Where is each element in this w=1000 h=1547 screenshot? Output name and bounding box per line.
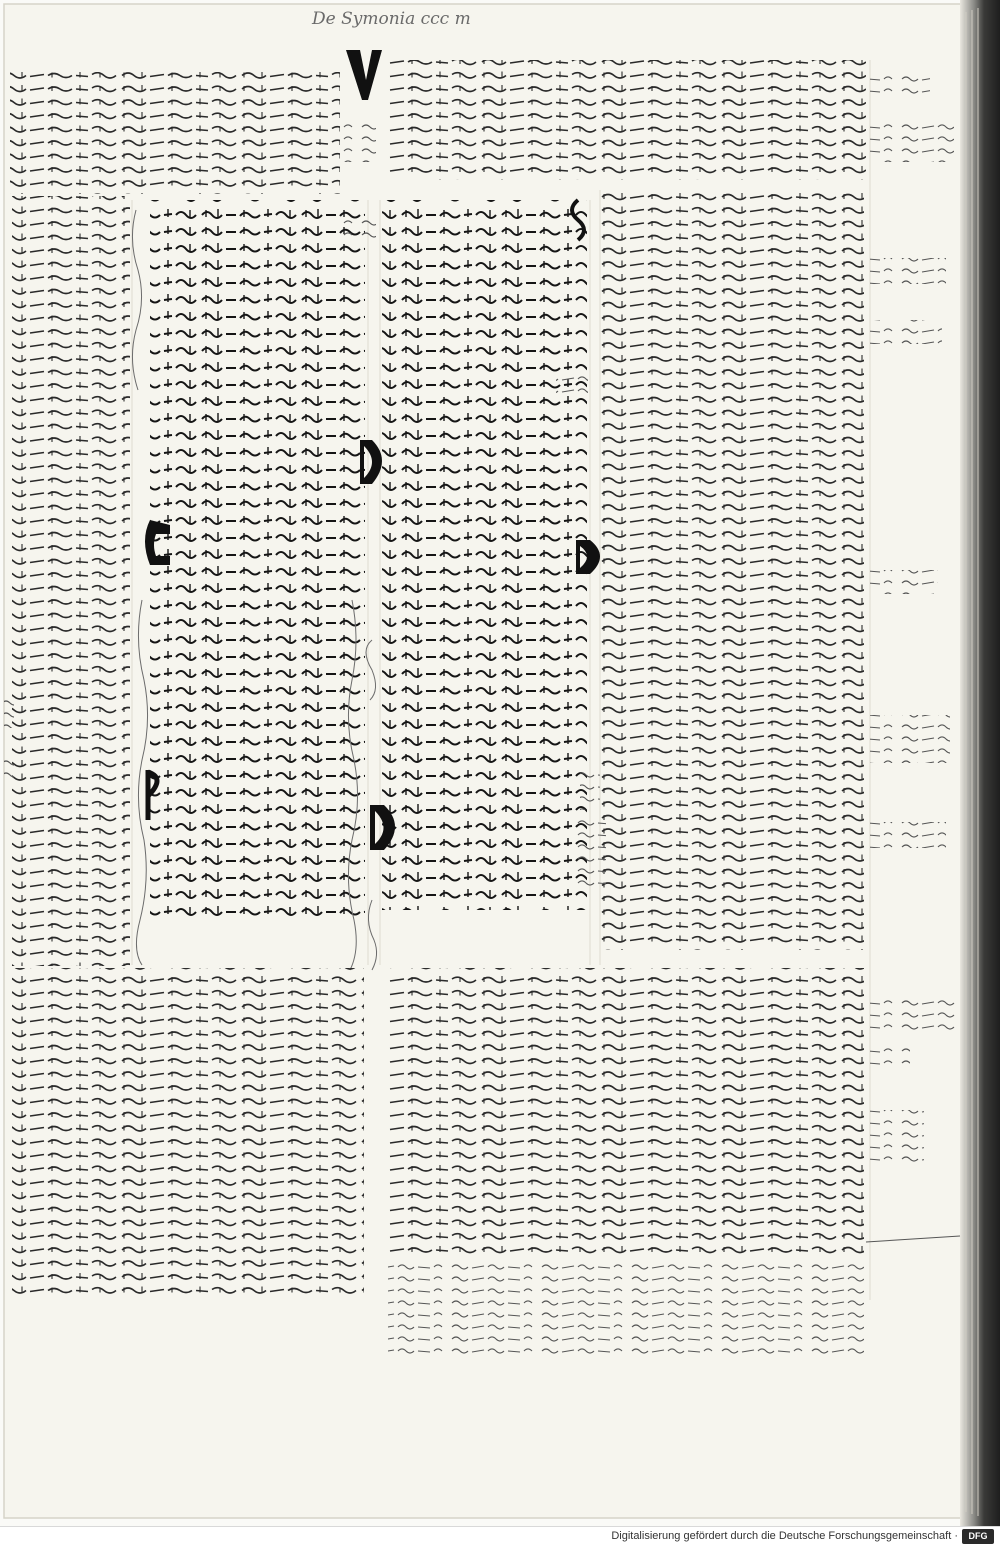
footer-bar xyxy=(0,1526,1000,1547)
gloss-block-bottom-left xyxy=(12,968,364,1300)
running-head: De Symonia ccc m xyxy=(312,9,471,29)
gloss-column-left xyxy=(12,196,130,966)
gloss-block-top-right xyxy=(388,60,866,180)
dfg-logo: DFG xyxy=(962,1529,994,1544)
later-additions xyxy=(388,1262,864,1358)
text-column-1 xyxy=(150,200,365,918)
text-column-2 xyxy=(382,200,587,910)
gloss-column-right xyxy=(600,190,864,950)
gloss-block-bottom-right xyxy=(388,968,864,1258)
footer-credit: Digitalisierung gefördert durch die Deutsche Forschungsgemeinschaft · xyxy=(611,1530,958,1542)
gloss-block-top-left xyxy=(10,72,340,194)
